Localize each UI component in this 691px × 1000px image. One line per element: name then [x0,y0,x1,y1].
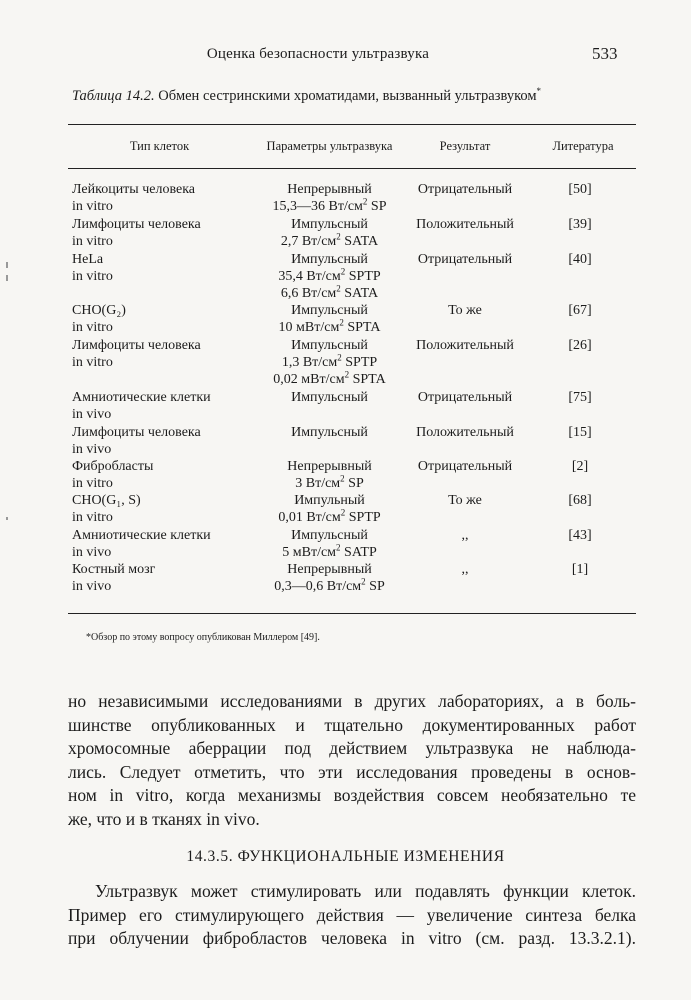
result-cell: Положительный [416,338,514,353]
cell-type [72,251,113,285]
cell-type-line: Амниотические клетки [72,390,211,405]
result-cell: То же [448,303,482,318]
cell-type-line: in vitro [72,320,113,336]
params-type: SATA [340,286,379,302]
table-caption-mark: * [536,86,542,96]
table-footnote: *Обзор по этому вопросу опубликован Миллером [49]. [86,632,320,643]
reference-cell: [40] [568,252,592,267]
reference-cell: [68] [568,493,592,508]
params-unit-exponent: 2 [339,317,344,328]
running-header-title: Оценка безопасности ультразвука [206,46,430,62]
params-value: 3 Вт/см [295,476,341,492]
table-bottom-rule [68,613,636,614]
params-intensity [252,371,407,388]
params-intensity [252,198,407,215]
ultrasound-params [252,389,407,406]
cell-type [72,181,195,215]
params-intensity [252,285,407,302]
params-value: 15,3—36 Вт/см [272,199,363,215]
reference-cell: [43] [568,528,592,543]
params-value: 5 мВт/см [282,545,337,561]
table-caption-text: Обмен сестринскими хроматидами, вызванный ультразвуком [154,87,537,104]
reference-cell: [50] [568,182,592,197]
cell-type-line: in vitro [72,199,113,215]
params-type: SPTA [349,372,386,388]
params-mode: Импульсный [291,425,368,440]
params-value: 1,3 Вт/см [281,355,338,371]
cell-type-line: in vitro [72,355,113,371]
cell-type-line: in vitro [72,234,113,250]
cell-type-line: Фибробласты [72,459,154,474]
params-unit-exponent: 2 [340,473,345,484]
cell-type-line: Лимфоциты человека [72,425,201,440]
params-unit-exponent: 2 [362,196,368,207]
reference-cell: [1] [571,562,589,577]
result-cell: ,, [461,562,469,577]
cell-type [72,458,153,492]
paragraph-line: ном in vitro, когда механизмы воздействия совсем необязательно те [68,785,636,805]
params-intensity [252,268,407,285]
result-cell: Отрицательный [417,252,513,267]
params-intensity [252,475,407,492]
ultrasound-params [252,527,407,561]
params-unit-exponent: 2 [336,283,341,294]
cell-type-line: in vivo [72,579,112,595]
params-unit-exponent: 2 [337,352,342,363]
cell-type-line: in vivo [72,442,112,458]
params-intensity [252,233,407,250]
cell-type [72,302,126,336]
cell-type-line: Лимфоциты человека [72,217,201,232]
cell-type-line: in vitro [72,269,113,285]
result-cell: Положительный [416,425,514,440]
params-intensity [252,544,407,561]
ultrasound-params [252,302,407,336]
cell-type [72,216,201,250]
paragraph-line: шинстве опубликованных и тщательно документированных работ [68,714,636,735]
result-cell: Отрицательный [417,459,513,474]
params-value: 35,4 Вт/см [278,269,341,285]
cell-type-line: Лимфоциты человека [72,338,201,353]
params-type: SPTP [341,355,378,371]
params-unit-exponent: 2 [340,507,346,518]
params-unit-exponent: 2 [336,542,341,553]
paragraph-line: Пример его стимулирующего действия — увеличение синтеза белка [68,904,636,925]
ultrasound-params [252,561,407,595]
params-mode: Непрерывный [287,562,372,577]
column-header-cell-type: Тип клеток [129,139,190,153]
ultrasound-params [252,251,407,303]
result-cell: Положительный [416,217,514,232]
params-type: SPTA [343,320,381,336]
result-cell: Отрицательный [417,182,513,197]
params-value: 6,6 Вт/см [280,286,337,302]
result-cell: То же [448,493,482,508]
params-mode: Непрерывный [287,459,372,474]
column-header-references: Литература [552,139,614,153]
params-intensity [252,319,407,336]
body-paragraph-2 [68,880,636,951]
cell-type-line: Амниотические клетки [72,528,211,543]
params-value: 0,01 Вт/см [278,510,341,526]
params-unit-exponent: 2 [344,369,350,380]
body-paragraph-1 [68,690,636,831]
reference-cell: [26] [568,338,592,353]
params-unit-exponent: 2 [361,576,366,587]
cell-type-line: in vitro [72,510,113,526]
margin-mark [6,517,8,520]
params-intensity [252,509,407,526]
cell-type-line: in vivo [72,407,112,423]
page-number: 533 [592,44,618,63]
margin-mark [6,275,8,281]
paragraph-line: же, что и в тканях in vivo. [68,808,260,829]
cell-type-line: Лейкоциты человека [72,182,195,197]
section-heading: 14.3.5. ФУНКЦИОНАЛЬНЫЕ ИЗМЕНЕНИЯ [186,848,505,865]
params-mode: Импульсный [291,390,368,405]
params-mode: Импульсный [291,217,368,232]
params-type: SATP [340,545,377,561]
reference-cell: [39] [568,217,592,232]
cell-type-line: CHO(G₂) [72,303,126,318]
table-top-rule [68,124,636,125]
cell-type [72,337,201,371]
reference-cell: [2] [571,459,589,474]
cell-type-line: Костный мозг [72,562,156,577]
params-unit-exponent: 2 [340,266,346,277]
params-type: SATA [340,234,379,250]
ultrasound-params [252,216,407,250]
params-type: SP [344,476,364,492]
table-caption-label: Таблица 14.2. [72,87,155,104]
ultrasound-params [252,492,407,526]
result-cell: Отрицательный [417,390,513,405]
result-cell: ,, [461,528,469,543]
params-value: 10 мВт/см [278,320,340,336]
paragraph-line: хромосомные аберрации под действием ультразвука не наблюда- [68,738,636,758]
paragraph-line: при облучении фибробластов человека in vitro (см. разд. 13.3.2.1). [68,928,636,948]
paragraph-line: лись. Следует отметить, что эти исследования проведены в основ- [68,761,636,782]
ultrasound-params [252,181,407,215]
params-intensity [252,354,407,371]
params-mode: Импульсный [291,303,368,318]
paragraph-line: Ультразвук может стимулировать или подавлять функции клеток. [95,881,636,901]
margin-mark [6,262,8,268]
cell-type-line: CHO(G₁, S) [72,493,141,508]
cell-type [72,527,211,561]
params-type: SPTP [345,269,381,285]
params-mode: Импульсный [291,252,368,267]
params-unit-exponent: 2 [336,231,341,242]
params-intensity [252,578,407,595]
table-header-rule [68,168,636,169]
cell-type-line: in vivo [72,545,112,561]
table-caption [72,86,541,105]
ultrasound-params [252,337,407,389]
reference-cell: [15] [568,425,592,440]
ultrasound-params [252,458,407,492]
column-header-params: Параметры ультразвука [266,139,393,153]
cell-type [72,424,201,458]
cell-type [72,492,141,526]
cell-type [72,389,211,423]
params-type: SPTP [345,510,381,526]
params-mode: Непрерывный [287,182,372,197]
params-type: SP [365,579,385,595]
params-value: 0,3—0,6 Вт/см [274,579,362,595]
column-header-result: Результат [439,139,491,153]
cell-type-line: HeLa [72,252,104,267]
params-mode: Импульсный [291,338,368,353]
ultrasound-params [252,424,407,441]
cell-type-line: in vitro [72,476,113,492]
paragraph-line: но независимыми исследованиями в других лабораториях, а в боль- [68,691,636,711]
params-value: 2,7 Вт/см [280,234,337,250]
params-value: 0,02 мВт/см [273,372,345,388]
params-type: SP [367,199,387,215]
params-mode: Импульсный [291,528,368,543]
reference-cell: [67] [568,303,592,318]
params-mode: Импульный [294,493,365,508]
cell-type [72,561,155,595]
reference-cell: [75] [568,390,592,405]
